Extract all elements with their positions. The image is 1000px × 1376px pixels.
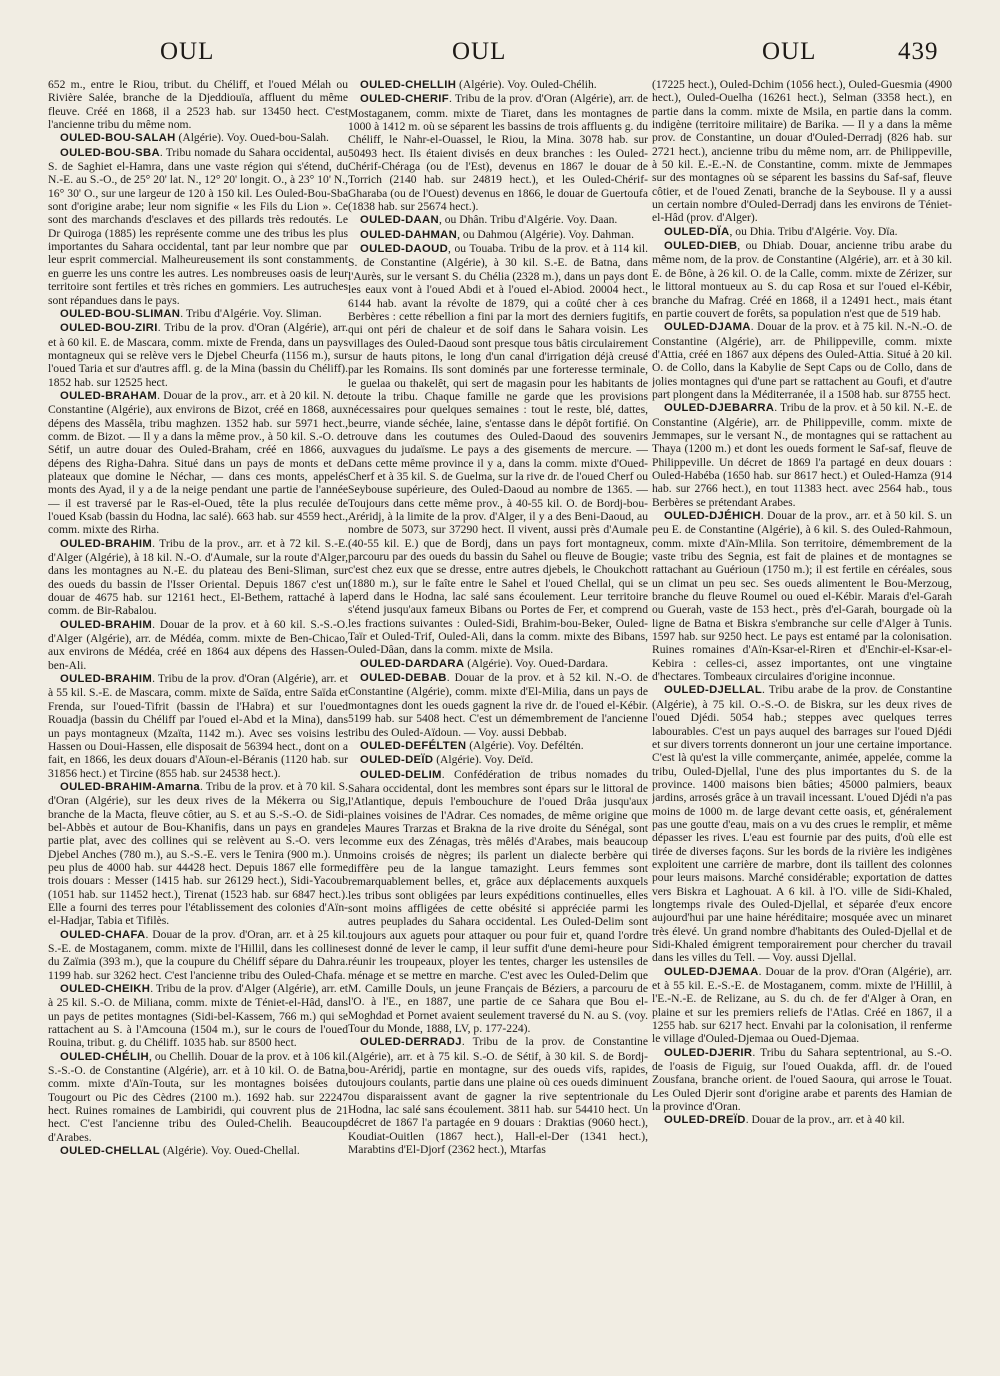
dictionary-entry <box>652 1046 952 1114</box>
entry-text: (Algérie). Voy. Deféltén. <box>466 738 584 752</box>
entry-headword: OULED-DJEBARRA <box>664 402 775 415</box>
entry-headword: OULED-DJÉHICH <box>664 510 761 522</box>
entry-headword: OULED-CHEIKH <box>60 983 151 996</box>
entry-text: . Tribu de la prov. d'Oran (Algérie), arr. et à 55 kil. S.-E. de Mascara, comm. mixte de Saïda, entre Saïda et Frenda, sur l'oued-Tifrit (bassin de l'Habra) et sur l'oued Rouadja (bassin du Chéliff par l'oued el-Abd et la Mina), dans un pays montagneux (Mzaïta, 1142 m.). Avec ses voisins les Hassen ou Doui-Hassen, elle disposait de 56394 hect., dont on a fait, en 1866, les deux douars d'Aïoun-el-Béranis (1120 hab. sur 31856 hect.) et Tircine (855 hab. sur 24538 hect.). <box>48 672 348 780</box>
entry-headword: OULED-DEÏD <box>360 754 434 767</box>
entry-text: (Algérie). Voy. Oued-bou-Salah. <box>175 131 329 145</box>
dictionary-entry <box>652 1113 952 1127</box>
entry-headword: OULED-DÏA <box>664 225 730 238</box>
dictionary-entry <box>48 131 348 145</box>
dictionary-entry <box>48 618 348 672</box>
entry-text: . Tribu de la prov. de Constantine (Algérie), arr. et à 75 kil. S.-O. de Sétif, à 30 kil. S. de Bordj-bou-Aréridj, partie en montagne, sur des oueds vifs, rapides, toujours coulants, partie dans une plaine où ces oueds diminuent ou disparaissent avant de gagner la rive septentrionale du Hodna, lac salé sans écoulement. 3811 hab. sur 54410 hect. Un décret de 1867 l'a partagée en 9 douars : Draktias (9060 hect.), Koudiat-Ouitlen (1867 hect.), Hall-el-Der (1341 hect.), Marabtins d'El-Djorf (2362 hect.), Mtarfas <box>348 1035 648 1157</box>
entry-headword: OULED-DIEB <box>664 240 738 253</box>
page-number: 439 <box>898 38 939 65</box>
entry-headword: OULED-BOU-SLIMAN <box>60 307 181 320</box>
header-center-word: OUL <box>452 38 507 65</box>
entry-text: . Confédération de tribus nomades du Sahara occidental, dont les membres sont épars sur le littoral de l'Atlantique, depuis l'embouchure de l'oued Drâa jusqu'aux plaines voisines de l'Adrar. Ces nomades, de même origine que les Maures Trarzas et Brakna de la rive droite du Sénégal, sont comme eux des Zénagas, très mêlés d'Arabes, mais beaucoup moins croisés de nègres; ils parlent un dialecte berbère qui diffère peu de la langue tamazight. Leurs femmes sont remarquablement belles, et, grâce aux déplacements auxquels les tribus sont obligées par leurs expéditions continuelles, elles sont moins affligées de cette obésité si appréciée parmi les autres peuplades du Sahara occidental. Les Ouled-Delim sont toujours aux aguets pour attaquer ou pour fuir et, quand l'ordre est donné de lever le camp, il leur suffit d'une demi-heure pour réunir les troupeaux, ployer les tentes, charger les ustensiles de ménage et se mettre en marche. C'est avec les Ouled-Delim que M. Camille Douls, un jeune Français de Béziers, a parcouru de l'O. à l'E., en 1887, une partie de ce Sahara que Bou el-Moghdad et Pornet avaient seulement traversé du N. au S. (voy. Tour du Monde, 1888, LV, p. 177-224). <box>348 767 648 1036</box>
dictionary-entry <box>348 1035 648 1156</box>
entry-text: . Douar de la prov., arr. et à 20 kil. N. de Constantine (Algérie), aux environs de Bizot, créé en 1868, aux dépens des Massêla, tribu maghzen. 1352 hab. sur 5971 hect., comm. de Bizot. — Il y a dans la même prov., à 50 kil. S.-O. de Sétif, un autre douar des Ouled-Braham, créé en 1866, aux dépens des Righa-Dahra. Situé dans un pays de monts et de plateaux que domine le Néchar, — dans ces monts, appelés monts des Ayad, il y a de la neige pendant une partie de l'année — il est traversé par le Ras-el-Oued, tête la plus reculée de l'oued Ksab (bassin du Hodna, lac salé). 663 hab. sur 4559 hect., comm. mixte des Rirha. <box>48 388 348 537</box>
dictionary-entry <box>652 965 952 1046</box>
entry-headword: OULED-DEBAB <box>360 672 447 685</box>
column-right <box>652 78 952 1368</box>
entry-text: . Tribu du Sahara septentrional, au S.-O. de l'oasis de Figuig, sur l'oued Ouakda, affl. dr. de l'oued Zousfana, branche orient. de l'oued Saoura, qui arrose le Touat. Les Ouled Djerir sont d'origine arabe et parents des Hamian de la province d'Oran. <box>652 1045 952 1114</box>
header-left-word: OUL <box>160 38 215 65</box>
entry-headword: OULED-BRAHIM <box>60 673 153 686</box>
entry-text: , ou Dhia. Tribu d'Algérie. Voy. Dïa. <box>729 224 898 238</box>
dictionary-entry <box>48 307 348 321</box>
entry-headword: OULED-BRAHIM-Amarna <box>60 780 201 793</box>
entry-text: . Douar de la prov. d'Oran, arr. et à 25 kil. S.-E. de Mostaganem, comm. mixte de l'Hillil, dans les collines du Zaïmia (393 m.), que la coupure du Chéliff sépare du Dahra. 1199 hab. sur 3262 hect. C'est l'ancienne tribu des Ouled-Chafa. <box>48 927 348 982</box>
entry-text: . Tribu de la prov. d'Alger (Algérie), arr. et à 25 kil. S.-O. de Miliana, comm. mixte de Téniet-el-Hâd, dans un pays de petites montagnes (Sidi-bel-Kassem, 766 m.) qui se rattachent au S. à l'Amcouna (1504 m.), sur le cours de l'oued Rouina, tribut. g. du Chéliff. 1035 hab. sur 8500 hect. <box>48 982 348 1050</box>
entry-text: . Tribu de la prov. d'Oran (Algérie), arr. et à 60 kil. E. de Mascara, comm. mixte de Frenda, dans un pays montagneux qui se relève vers le Djebel Cheurfa (1156 m.), sur l'oued Taria et sur d'autres affl. g. de la Mina (bassin du Chéliff). 1852 hab. sur 12525 hect. <box>48 321 348 389</box>
dictionary-entry <box>348 657 648 671</box>
entry-text: (Algérie). Voy. Ouled-Chélih. <box>456 78 597 91</box>
entry-text: . Douar de la prov. d'Oran (Algérie), arr. et à 55 kil. E.-S.-E. de Mostaganem, comm. mixte de l'Hillil, à l'E.-N.-E. de Relizane, au S. du ch. de fer d'Alger à Oran, en plaine et sur les premiers reliefs de l'Atlas. Créé en 1867, il a 1255 hab. sur 6217 hect. Envahi par la colonisation, il renferme le village d'Ouled-Djemaa ou Oued-Djemaa. <box>652 964 952 1046</box>
entry-continuation <box>48 78 348 131</box>
dictionary-entry <box>348 671 648 739</box>
entry-headword: OULED-DEFÉLTEN <box>360 739 467 752</box>
dictionary-entry <box>348 768 648 1036</box>
entry-text: . Tribu de la prov. d'Oran (Algérie), arr. de Mostaganem, comm. mixte de Tiaret, dans les montagnes de 1000 à 1412 m. où se séparent les bassins de trois affluents g. du Chéliff, le Nahr-el-Ouassel, le Riou, la Mina. 3078 hab. sur 50493 hect. Ils étaient divisés en deux branches : les Ouled-Chérif-Chéraga (ou de l'Est), devenus en 1867 le douar de Torrich (2140 hab. sur 24819 hect.), et les Ouled-Chérif-Gharaba (ou de l'Ouest) devenus en 1866, le douar de Guertoufa (1838 hab. sur 25674 hect.). <box>348 92 648 214</box>
dictionary-entry <box>348 228 648 242</box>
entry-text: . Tribu de la prov., arr. et à 72 kil. S.-E. d'Alger (Algérie), à 18 kil. N.-O. d'Aumale, sur la route d'Alger, dans les montagnes au N.-E. du plateau des Beni-Sliman, sur des oueds du bassin de l'Isser Oriental. Depuis 1867 c'est un douar de 4675 hab. sur 12161 hect., El-Bethem, rattaché à la comm. de Bir-Rabalou. <box>48 536 348 618</box>
entry-text: , ou Chellih. Douar de la prov. et à 106 kil. S.-S.-O. de Constantine (Algérie), arr. et à 10 kil. O. de Batna, comm. mixte d'Aïn-Touta, sur les montagnes boisées du Tougourt ou Pic des Cèdres (2100 m.). 1692 hab. sur 22247 hect. Ruines romaines de Lambiridi, qui couvrent plus de 21 hect. C'est l'ancienne tribu des Ouled-Chelih. Beaucoup d'Arabes. <box>48 1049 348 1144</box>
entry-headword: OULED-CHAFA <box>60 928 146 941</box>
entry-text: . Tribu nomade du Sahara occidental, au S. de Saghiet el-Hamra, dans une vaste région qui s'étend, du N.-E. au S.-O., de 25° 20' lat. N., 12° 20' longit. O., à 23° 10' N., 16° 30' O., sur une largeur de 120 à 150 kil. Les Ouled-Bou-Sba sont d'origine arabe; leur nom signifie « les Fils du Lion ». Ce sont des marchands d'esclaves et des pillards très redoutés. Le Dr Quiroga (1885) les représente comme une des tribus les plus importantes du Sahara occidental, tant par leur nombre que par leur esprit commercial. Malheureusement ils sont constamment en guerre les uns contre les autres. Les nombreuses oasis de leur territoire sont fertiles et très riches en gommiers. Les autruches sont répandues dans le pays. <box>48 145 348 307</box>
entry-text: . Tribu arabe de la prov. de Constantine (Algérie), à 75 kil. O.-S.-O. de Biskra, sur les deux rives de l'oued Djédi. 5054 hab.; steppes avec quelques terres labourables. C'est un pays auquel des barrages sur l'oued Djédi et sur divers torrents donneront un jour une certaine importance. C'est là qu'est la ville commerçante, animée, appelée, comme la tribu, Ouled-Djellal, l'une des plus importantes du S. de la province. 1400 maisons bien bâties; 45000 palmiers, beaux jardins, arrosés grâce à un travail incessant. L'oued Djédi n'a pas moins de 1000 m. de large devant cette oasis, et, généralement pas une goutte d'eau, mais on a vu des crues le remplir, et même dépasser les rives. L'eau est fournie par des puits, d'où elle est tirée de diverses façons. Sur les bords de la rivière les indigènes exploitent une carrière de marbre, dont ils taillent des colonnes pour leurs maisons. Marché considérable; exportation de dattes vers Biskra et Laghouat. A 6 kil. à l'O. ville de Sidi-Khaled, longtemps rivale des Ouled-Djellal, et séparée d'eux encore aujourd'hui par une haine héréditaire; mosquée avec un minaret très élevé. Un grand nombre d'habitants des Ouled-Djellal et de Sidi-Khaled émigrent temporairement pour chercher du travail dans les villes du Tell. — Voy. aussi Djellal. <box>652 683 952 965</box>
entry-headword: OULED-DAOUD <box>360 243 449 256</box>
entry-headword: OULED-DAAN <box>360 214 439 227</box>
dictionary-entry <box>48 321 348 389</box>
entry-text: (17225 hect.), Ouled-Dchim (1056 hect.), Ouled-Guesmia (4900 hect.), Ouled-Ouelha (16261 hect.), Selman (3358 hect.), en partie dans la comm. mixte de Msila, en partie dans la comm. indigène (territoire militaire) de Barika. — Il y a dans la même prov. de Constantine, un douar d'Ouled-Derradj (826 hab. sur 2721 hect.), ancienne tribu du même nom, arr. de Philippeville, à 50 kil. E.-E.-N. de Constantine, comm. mixte de Jemmapes sur des montagnes où se séparent les bassins du Saf-saf, fleuve côtier, et de l'oued Zenati, branche de la Seybouse. Il y a aussi un certain nombre d'Ouled-Derradj dans les environs de Téniet-el-Hâd (prov. d'Alger). <box>652 78 952 225</box>
dictionary-entry <box>348 213 648 227</box>
dictionary-entry <box>348 78 648 92</box>
dictionary-entry <box>652 683 952 964</box>
entry-text: , ou Dhiab. Douar, ancienne tribu arabe du même nom, de la prov. de Constantine (Algérie), arr. et à 30 kil. E. de Bône, à 26 kil. O. de la Calle, comm. mixte de Zérizer, sur le littoral montueux au S. du cap Rosa et sur l'oued el-Kébir, branche du Mafrag. Créé en 1868, il a 12491 hect., mais étant en partie couvert de forêts, sa population n'est que de 519 hab. <box>652 239 952 320</box>
dictionary-entry <box>48 1050 348 1144</box>
entry-text: . Douar de la prov. et à 60 kil. S.-S.-O. d'Alger (Algérie), arr. de Médéa, comm. mixte de Ben-Chicao, aux environs de Médéa, créé en 1864 aux dépens des Hassen-ben-Ali. <box>48 617 348 672</box>
dictionary-entry <box>48 146 348 307</box>
entry-headword: OULED-CHELLAL <box>60 1145 160 1158</box>
dictionary-entry <box>652 401 952 509</box>
entry-headword: OULED-DJEMAA <box>664 965 759 978</box>
dictionary-entry <box>348 92 648 213</box>
dictionary-entry <box>48 672 348 780</box>
entry-text: (Algérie). Voy. Oued-Chellal. <box>159 1144 300 1158</box>
entry-continuation <box>652 78 952 225</box>
entry-headword: OULED-DJERIR <box>664 1046 753 1059</box>
entry-headword: OULED-DJELLAL <box>664 684 763 697</box>
entry-text: . Tribu d'Algérie. Voy. Sliman. <box>180 306 322 320</box>
column-middle <box>348 78 648 1368</box>
dictionary-entry <box>48 780 348 928</box>
entry-text: (Algérie). Voy. Oued-Dardara. <box>464 656 608 670</box>
dictionary-entry <box>348 753 648 767</box>
dictionary-entry <box>48 537 348 618</box>
entry-text: . Tribu de la prov. et à 70 kil. S. d'Oran (Algérie), sur les deux rives de la Mékerra ou Sig, branche de la Macta, fleuve côtier, au S. et au S.-S.-O. de Sidi-bel-Abbès et autour de Bou-Khanifis, dans un pays en grande partie plat, avec des collines qui se relèvent au S.-O. vers le Djebel Anches (780 m.), au S.-S.-E. vers le Tenira (900 m.). Un peu plus de 4000 hab. sur 44428 hect. Depuis 1867 elle forme trois douars : Messer (1415 hab. sur 26129 hect.), Sidi-Yacoub (1051 hab. sur 11452 hect.), Tirenat (1523 hab. sur 6847 hect.). Elle a fourni des terres pour l'établissement des colonies d'Aïn-el-Hadjar, Tabia et Tifilès. <box>48 779 348 928</box>
running-header <box>0 38 1000 78</box>
entry-headword: OULED-BOU-SBA <box>60 146 160 159</box>
column-left <box>48 78 348 1368</box>
entry-headword: OULED-BRAHAM <box>60 389 158 402</box>
header-right-word: OUL <box>762 38 817 65</box>
dictionary-entry <box>48 1144 348 1158</box>
entry-headword: OULED-DARDARA <box>360 657 465 670</box>
entry-headword: OULED-BRAHIM <box>60 537 153 550</box>
entry-text: , ou Touaba. Tribu de la prov. et à 114 kil. S. de Constantine (Algérie), à 30 kil. S.-E. de Batna, dans l'Aurès, sur le versant S. du Chélia (2328 m.), dans un pays dont les eaux vont à l'oued Abdi et à l'oued el-Abiod. 20004 hect., 6144 hab. avant la révolte de 1879, qui a coûté cher à ces Berbères : cette rébellion a fini par la mort des derniers fugitifs, qui ont péri de chaleur et de soif dans le Sahara voisin. Les villages des Ouled-Daoud sont presque tous bâtis circulairement sur de hauts pitons, le long d'un canal d'irrigation déjà creusé par les Romains. Ils sont dominés par une forteresse terminale, le guelaa ou thakelêt, qui sert de magasin pour les habitants de toute la tribu. Chaque famille ne garde que les provisions nécessaires pour quelques semaines : tout le reste, blé, dattes, beurre, viande séchée, laine, s'entasse dans le dépôt fortifié. On trouve dans les coutumes des Ouled-Daoud des souvenirs vagues du judaïsme. Le pays a des gisements de mercure. — Dans cette même province il y a, dans la comm. mixte d'Oued-Cherf et à 35 kil. S. de Guelma, sur la rive dr. de l'oued Cherf ou Seybouse supérieure, des Ouled-Daoud au nombre de 1365. — Toujours dans cette même prov., à 40-55 kil. O. de Bordj-bou-Aréridj, à la limite de la prov. d'Alger, il y a des Beni-Daoud, au nombre de 5073, sur 37290 hect. Il vivent, aussi près d'Aumale (40-55 kil. E.) que de Bordj, dans un pays fort montagneux, parcouru par des oueds du bassin du Sahel ou fleuve de Bougie; c'est chez eux que se dresse, entre autres djebels, le Choukchott (1880 m.), sur le faîte entre le Sahel et l'oued Chellal, qui se perd dans le Hodna, lac salé sans écoulement. Leur territoire s'étend jusqu'aux fameux Bibans ou Portes de Fer, et comprend les fractions suivantes : Ouled-Sidi, Brahim-bou-Beker, Ouled-Taïr et Ouled-Trif, Ouled-Ali, dans la comm. mixte des Bibans, Ouled-Dâan, dans la comm. mixte de Msila. <box>348 242 648 657</box>
entry-headword: OULED-BRAHIM <box>60 618 153 631</box>
entry-text: . Douar de la prov. et à 75 kil. N.-N.-O. de Constantine (Algérie), arr. de Philippeville, comm. mixte d'Attia, créé en 1867 aux dépens des Ouled-Attia. Situé à 20 kil. O. de Collo, dans la Kabylie de Sept Caps ou de Collo, dans de jolies montagnes qui d'une part se rattachent au Goufi, et d'autre part plongent dans la Méditerranée, il a 1508 hab. sur 8755 hect. <box>652 320 952 401</box>
entry-text: . Tribu de la prov. et à 50 kil. N.-E. de Constantine (Algérie), arr. de Philippeville, comm. mixte de Jemmapes, sur le versant N., de montagnes qui se rattachent au Thaya (1200 m.) et dont les oueds forment le Saf-saf, fleuve de Philippeville. Un décret de 1869 l'a partagé en deux douars : Ouled-Habéba (1650 hab. sur 8617 hect.) et Ouled-Hamza (914 hab. sur 2766 hect.), en tout 11383 hect. avec 2564 hab., tous Berbères se prétendant Arabes. <box>652 401 952 509</box>
entry-text: , ou Dahmou (Algérie). Voy. Dahman. <box>457 227 634 241</box>
dictionary-entry <box>348 739 648 753</box>
entry-text: , ou Dhân. Tribu d'Algérie. Voy. Daan. <box>438 213 618 227</box>
entry-headword: OULED-BOU-ZIRI <box>60 322 158 335</box>
dictionary-entry <box>652 225 952 239</box>
entry-text: 652 m., entre le Riou, tribut. du Chéliff, et l'oued Mélah ou Rivière Salée, branche de la Djeddiouïa, affluent du même fleuve. Créé en 1868, il a 2523 hab. sur 13450 hect. C'est l'ancienne tribu du même nom. <box>48 78 348 132</box>
dictionary-entry <box>652 320 952 401</box>
entry-text: . Douar de la prov., arr. et à 40 kil. <box>745 1113 905 1127</box>
entry-text: . Douar de la prov. et à 52 kil. N.-O. de Constantine (Algérie), comm. mixte d'El-Milia, dans un pays de montagnes dont les oueds gagnent la rive dr. de l'oued el-Kébir. 5199 hab. sur 5408 hect. C'est un démembrement de l'ancienne tribu des Ouled-Aïdoun. — Voy. aussi Debbab. <box>348 671 648 739</box>
entry-headword: OULED-DREÏD <box>664 1114 746 1127</box>
entry-headword: OULED-CHERIF <box>360 93 449 106</box>
dictionary-entry <box>48 928 348 982</box>
entry-headword: OULED-DAHMAN <box>360 228 458 241</box>
dictionary-entry <box>48 389 348 537</box>
dictionary-entry <box>48 982 348 1050</box>
dictionary-entry <box>348 242 648 657</box>
dictionary-entry <box>652 239 952 320</box>
entry-headword: OULED-CHÉLIH <box>60 1050 149 1063</box>
entry-headword: OULED-DELIM <box>360 768 442 781</box>
entry-headword: OULED-BOU-SALAH <box>60 132 176 145</box>
entry-text: . Douar de la prov., arr. et à 50 kil. S. un peu E. de Constantine (Algérie), à 6 kil. S. des Ouled-Rahmoun, comm. mixte d'Aïn-Mlila. Son territoire, démembrement de la vaste tribu des Segnia, est fait de plaines et de montagnes se rattachant au Guérioun (1750 m.); il est fertile en céréales, sous un climat un peu sec. Ses oueds alimentent le Bou-Merzoug, branche du fleuve Roumel ou oued el-Kébir. Marais d'el-Garah ou Guerah, vaste de 153 hect., près d'el-Garah, bourgade où la ligne de Batna et Biskra s'embranche sur celle d'Alger à Tunis. 1597 hab. sur 9250 hect. Le pays est entamé par la colonisation. Ruines romaines d'Aïn-Ksar-el-Riren et d'Enchir-el-Ksar-el-Kebira : celles-ci, assez importantes, ont une vingtaine d'hectares. Tombeaux circulaires d'origine inconnue. <box>652 509 952 684</box>
entry-headword: OULED-CHELLIH <box>360 79 457 91</box>
dictionary-entry <box>652 509 952 683</box>
entry-headword: OULED-DJAMA <box>664 321 751 334</box>
entry-headword: OULED-DERRADJ <box>360 1036 462 1049</box>
entry-text: (Algérie). Voy. Deïd. <box>433 753 534 767</box>
